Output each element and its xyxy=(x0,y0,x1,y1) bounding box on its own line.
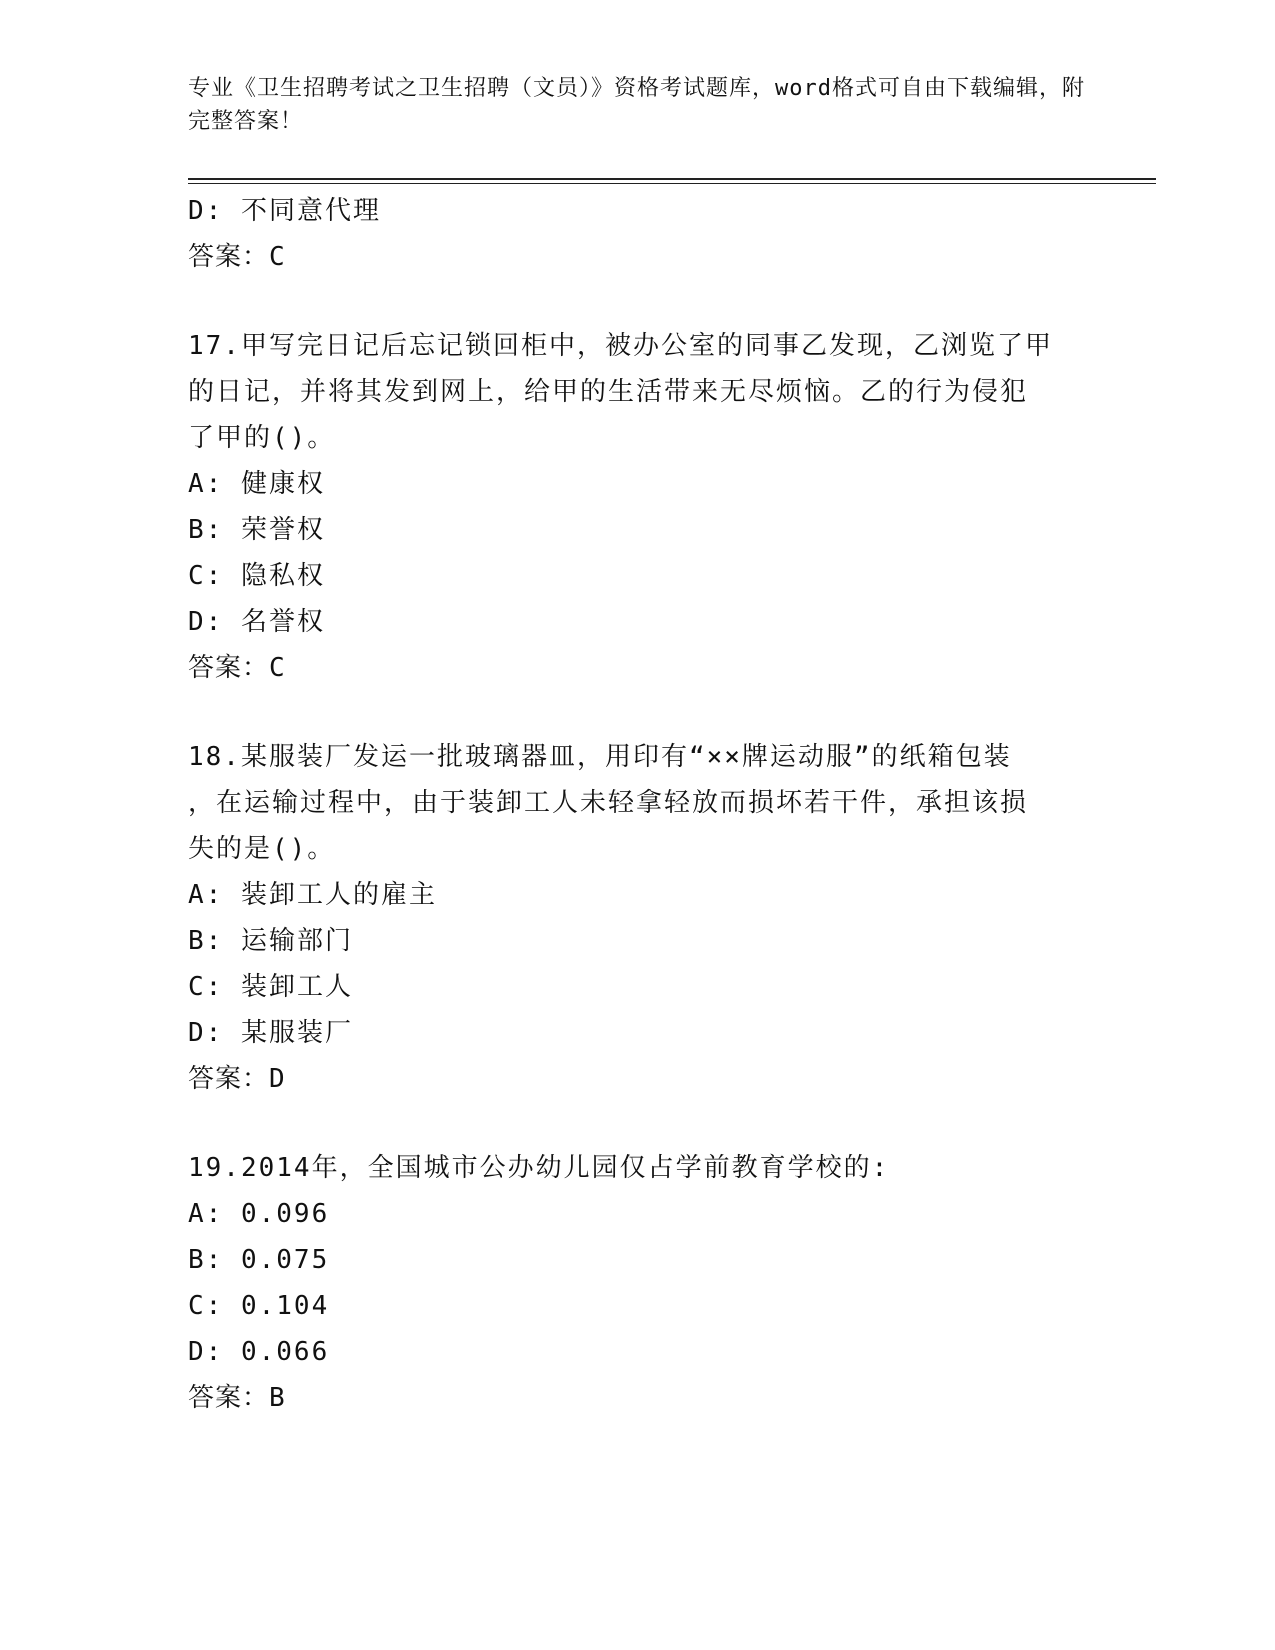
answer-line xyxy=(188,1056,1088,1102)
answer-value: C xyxy=(269,653,287,683)
answer-line xyxy=(188,234,1088,280)
option-d: D: 不同意代理 xyxy=(188,196,381,226)
answer-line xyxy=(188,645,1088,691)
header-divider xyxy=(188,178,1156,180)
question-stem-line: ，在运输过程中，由于装卸工人未轻拿轻放而损坏若干件，承担该损 xyxy=(188,788,1029,818)
question-19 xyxy=(188,1145,1088,1421)
answer-value: D xyxy=(269,1064,287,1094)
option-d: D: 0.066 xyxy=(188,1337,330,1367)
spacer xyxy=(188,1102,1088,1145)
question-18 xyxy=(188,734,1088,1102)
header-divider-thin xyxy=(188,183,1156,184)
question-stem-line: 的日记，并将其发到网上，给甲的生活带来无尽烦恼。乙的行为侵犯 xyxy=(188,377,1029,407)
option-b: B: 0.075 xyxy=(188,1245,330,1275)
question-stem-line: 19.2014年，全国城市公办幼儿园仅占学前教育学校的: xyxy=(188,1153,890,1183)
answer-label: 答案： xyxy=(188,1383,270,1413)
question-list xyxy=(188,188,1088,1421)
question-17 xyxy=(188,323,1088,691)
page-header: 专业《卫生招聘考试之卫生招聘（文员）》资格考试题库，word格式可自由下载编辑，附完整答案！ xyxy=(188,76,1085,134)
option-d: D: 名誉权 xyxy=(188,607,325,637)
answer-label: 答案： xyxy=(188,653,270,683)
option-a: A: 装卸工人的雇主 xyxy=(188,880,437,910)
answer-label: 答案： xyxy=(188,242,270,272)
option-a: A: 健康权 xyxy=(188,469,325,499)
option-c: C: 隐私权 xyxy=(188,561,325,591)
question-stem-line: 18.某服装厂发运一批玻璃器皿，用印有“××牌运动服”的纸箱包装 xyxy=(188,742,1012,772)
option-c: C: 装卸工人 xyxy=(188,972,353,1002)
spacer xyxy=(188,691,1088,734)
question-stem-line: 17.甲写完日记后忘记锁回柜中，被办公室的同事乙发现，乙浏览了甲 xyxy=(188,331,1053,361)
question-stem-line: 了甲的()。 xyxy=(188,423,336,453)
answer-label: 答案： xyxy=(188,1064,270,1094)
option-b: B: 荣誉权 xyxy=(188,515,325,545)
answer-value: B xyxy=(269,1383,287,1413)
option-c: C: 0.104 xyxy=(188,1291,330,1321)
spacer xyxy=(188,280,1088,323)
answer-line xyxy=(188,1375,1088,1421)
option-b: B: 运输部门 xyxy=(188,926,353,956)
answer-value: C xyxy=(269,242,287,272)
question-stem-line: 失的是()。 xyxy=(188,834,336,864)
option-a: A: 0.096 xyxy=(188,1199,330,1229)
option-d: D: 某服装厂 xyxy=(188,1018,353,1048)
